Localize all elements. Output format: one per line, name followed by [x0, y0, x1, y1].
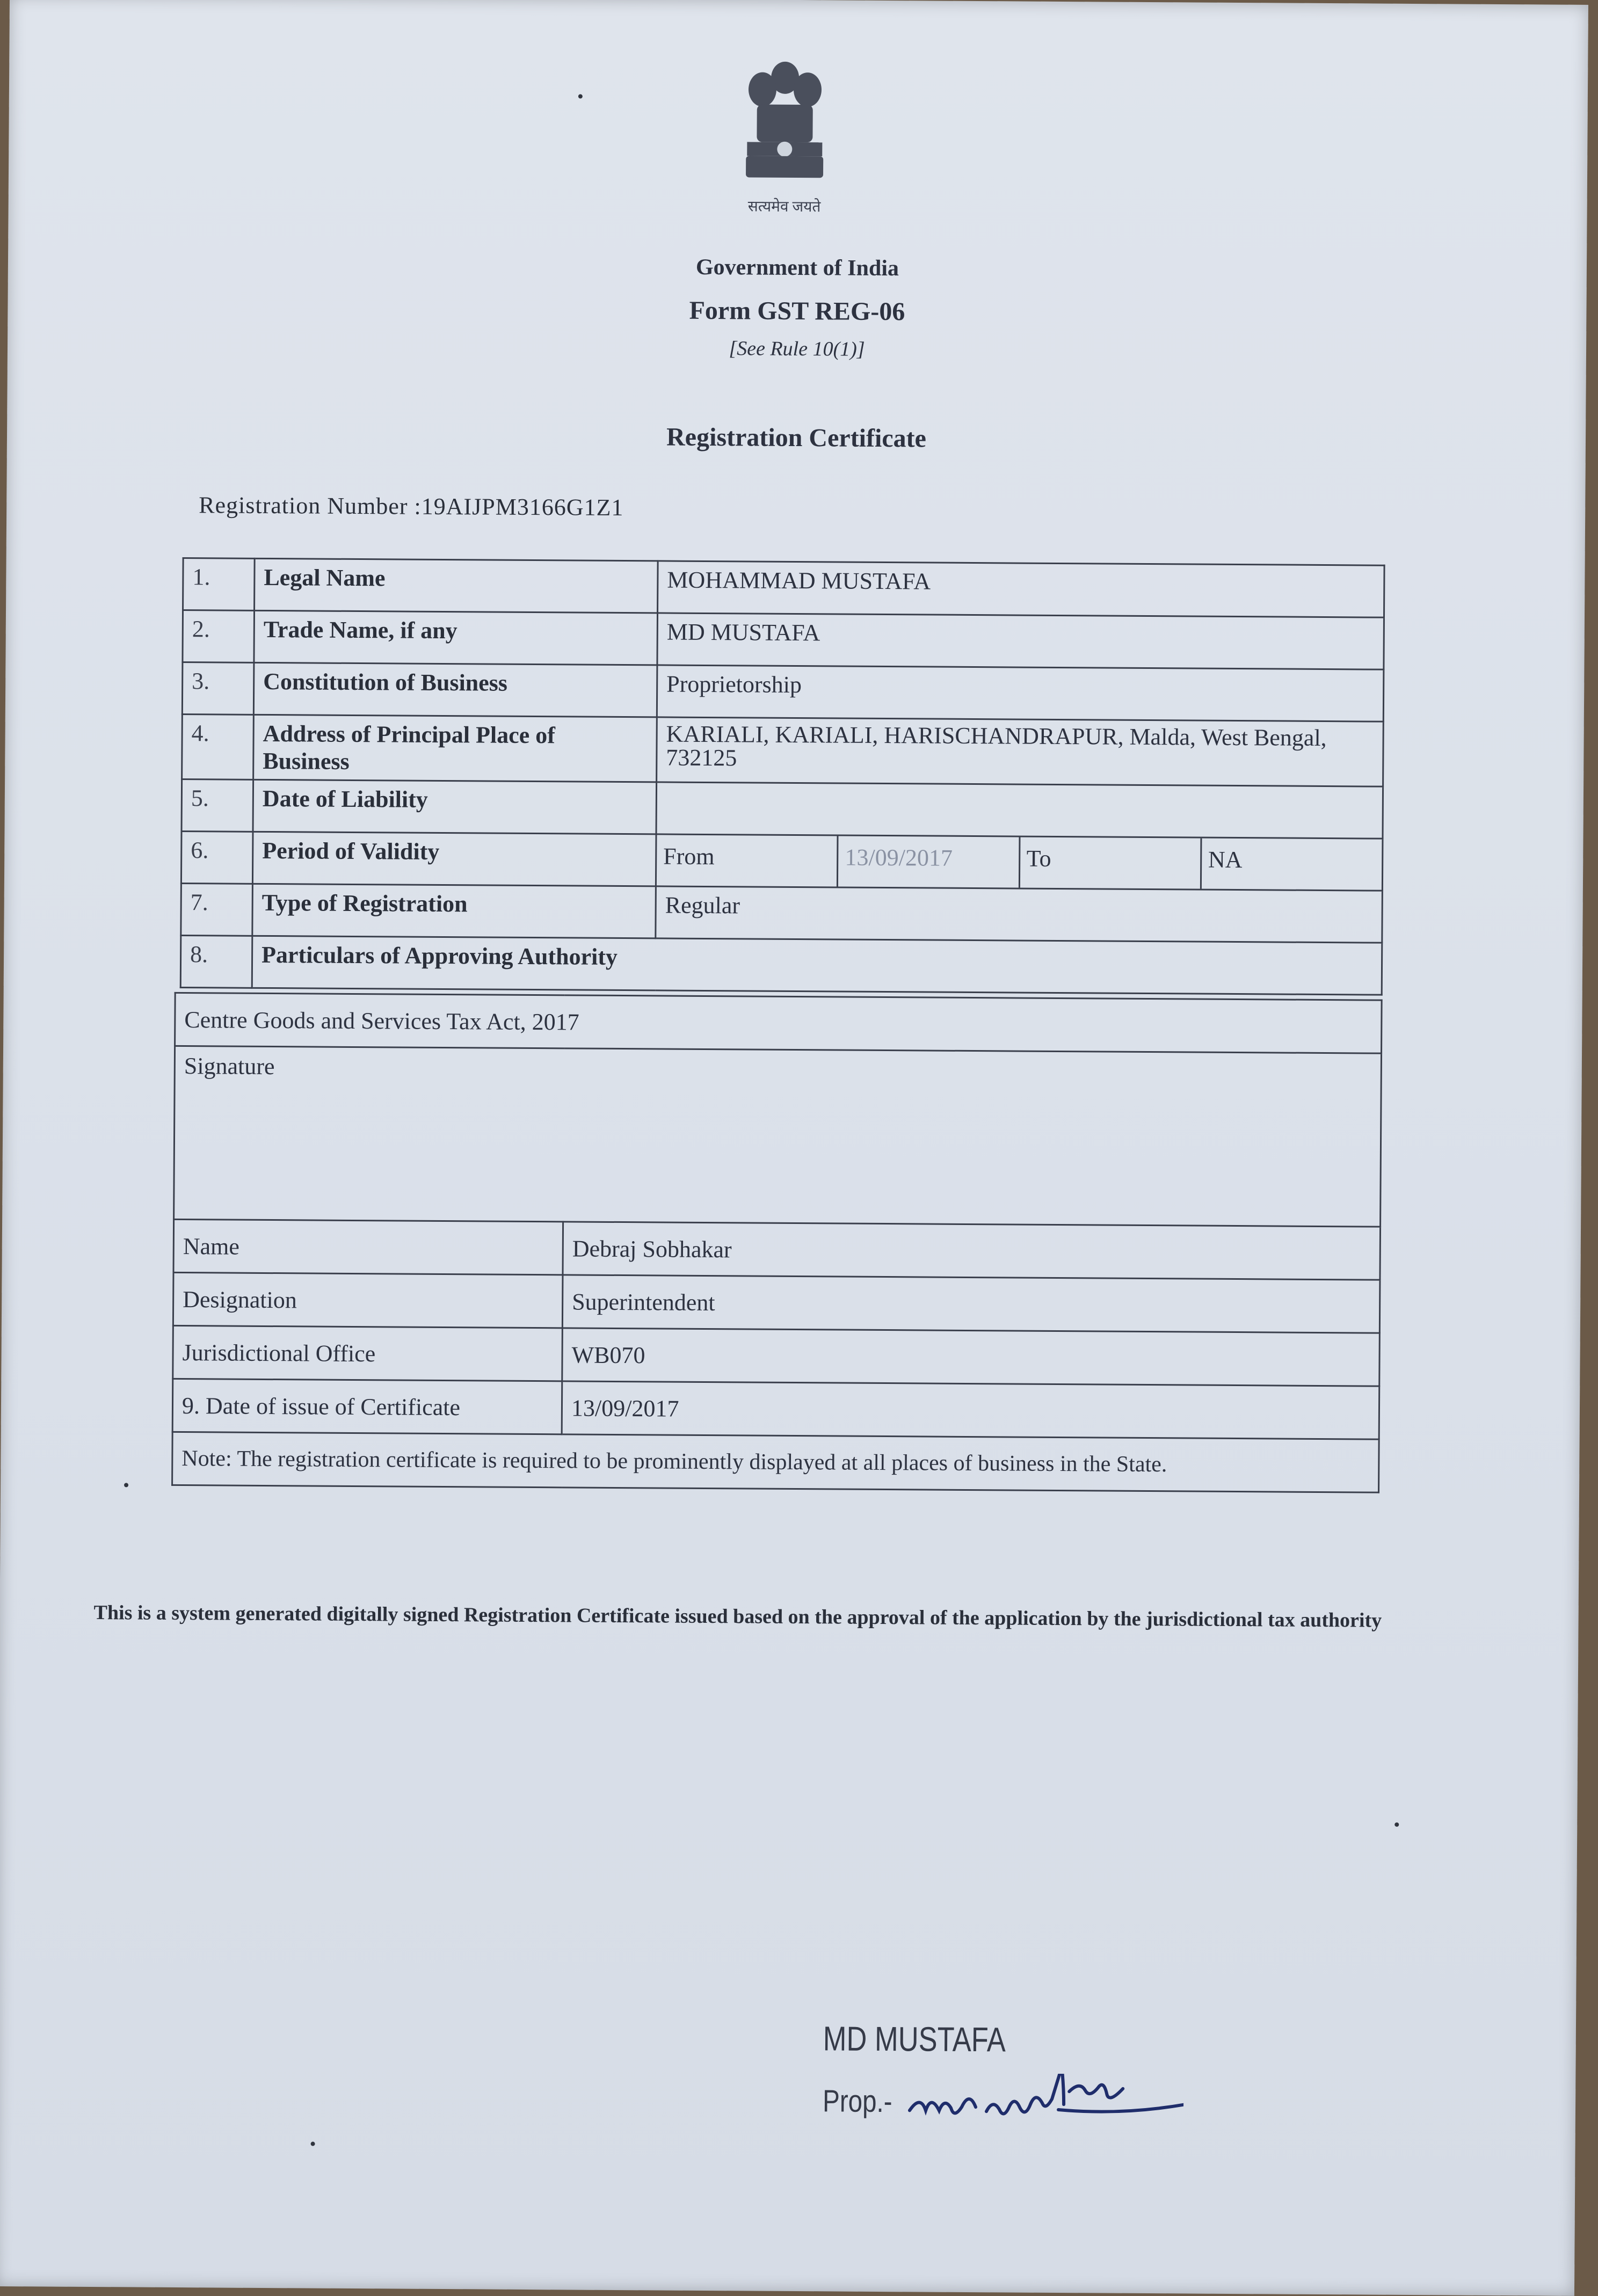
row-label: Legal Name: [255, 558, 658, 613]
address-value: KARIALI, KARIALI, HARISCHANDRAPUR, Malda, West Bengal, 732125: [657, 717, 1384, 786]
row-number: 3.: [182, 662, 254, 715]
table-row: [182, 715, 1384, 787]
registration-number: [199, 491, 624, 521]
table-row: [181, 832, 1383, 891]
authority-name-value: Debraj Sobhakar: [563, 1222, 1381, 1280]
table-row: [183, 558, 1385, 618]
validity-to-label: To: [1020, 837, 1202, 889]
registration-number-label: Registration Number :: [199, 492, 422, 520]
table-row: [173, 1272, 1380, 1333]
table-row: [183, 610, 1384, 670]
registration-type-value: Regular: [656, 886, 1383, 943]
speck: [578, 94, 583, 98]
approving-authority-table: [171, 992, 1383, 1493]
row-number: 2.: [183, 610, 255, 663]
display-note: Note: The registration certificate is required to be prominently displayed at all places of business in the State.: [172, 1432, 1379, 1492]
proprietor-label: Prop.-: [822, 2083, 892, 2119]
table-row: [181, 779, 1383, 839]
table-row: [173, 1325, 1380, 1386]
constitution-value: Proprietorship: [657, 665, 1384, 721]
authority-act: Centre Goods and Services Tax Act, 2017: [175, 993, 1382, 1053]
table-row: [181, 884, 1383, 943]
form-heading: Form GST REG-06: [689, 296, 905, 326]
table-row: [175, 993, 1382, 1053]
signature-box: Signature: [174, 1046, 1382, 1227]
row-number: 6.: [181, 832, 253, 884]
designation-label: Designation: [173, 1272, 563, 1328]
government-heading: Government of India: [695, 254, 899, 281]
registration-number-value: 19AIJPM3166G1Z1: [421, 493, 624, 521]
row-number: 4.: [182, 715, 254, 780]
table-row: [180, 936, 1382, 995]
row-label: Type of Registration: [252, 884, 656, 938]
row-number: 1.: [183, 558, 255, 611]
row-number: 5.: [181, 779, 253, 832]
row-number: 7.: [181, 884, 253, 936]
jurisdictional-office-value: WB070: [562, 1328, 1380, 1386]
liability-date-value: [656, 782, 1383, 839]
national-emblem-icon: [731, 56, 839, 217]
row-label: Trade Name, if any: [254, 610, 658, 665]
row-number: 8.: [180, 936, 252, 988]
rule-reference: [See Rule 10(1)]: [729, 337, 865, 361]
table-row: [174, 1046, 1382, 1227]
issue-date-label: 9. Date of issue of Certificate: [172, 1379, 562, 1434]
jurisdictional-office-label: Jurisdictional Office: [173, 1325, 563, 1381]
table-row: [172, 1379, 1379, 1439]
validity-to-value: NA: [1208, 846, 1243, 873]
designation-value: Superintendent: [562, 1275, 1380, 1333]
validity-from-label: From: [657, 835, 839, 886]
authority-name-label: Name: [173, 1219, 563, 1274]
proprietor-name: MD MUSTAFA: [823, 2019, 1006, 2059]
row-label: Address of Principal Place of Business: [253, 715, 657, 782]
approving-authority-heading: Particulars of Approving Authority: [252, 936, 1382, 995]
speck: [124, 1483, 128, 1487]
legal-name-value: MOHAMMAD MUSTAFA: [658, 561, 1385, 617]
row-label: Period of Validity: [252, 832, 656, 886]
table-row: [182, 662, 1384, 722]
row-label: Date of Liability: [253, 779, 657, 834]
issue-date-value: 13/09/2017: [562, 1381, 1379, 1439]
table-row: [173, 1219, 1381, 1280]
registration-details-table: [180, 557, 1385, 996]
system-generated-footer: This is a system generated digitally signed Registration Certificate issued based on the approval of the application by the jurisdictional tax authority: [93, 1601, 1382, 1632]
handwritten-signature: [904, 2073, 1184, 2133]
speck: [311, 2142, 315, 2146]
emblem-motto: सत्यमेव जयते: [747, 198, 821, 216]
trade-name-value: MD MUSTAFA: [657, 613, 1384, 669]
speck: [1394, 1823, 1399, 1827]
table-row: [172, 1432, 1379, 1492]
certificate-title: Registration Certificate: [666, 422, 927, 453]
row-label: Constitution of Business: [253, 662, 657, 717]
validity-from-value: 13/09/2017: [838, 836, 1020, 887]
validity-cell: [656, 834, 1383, 891]
